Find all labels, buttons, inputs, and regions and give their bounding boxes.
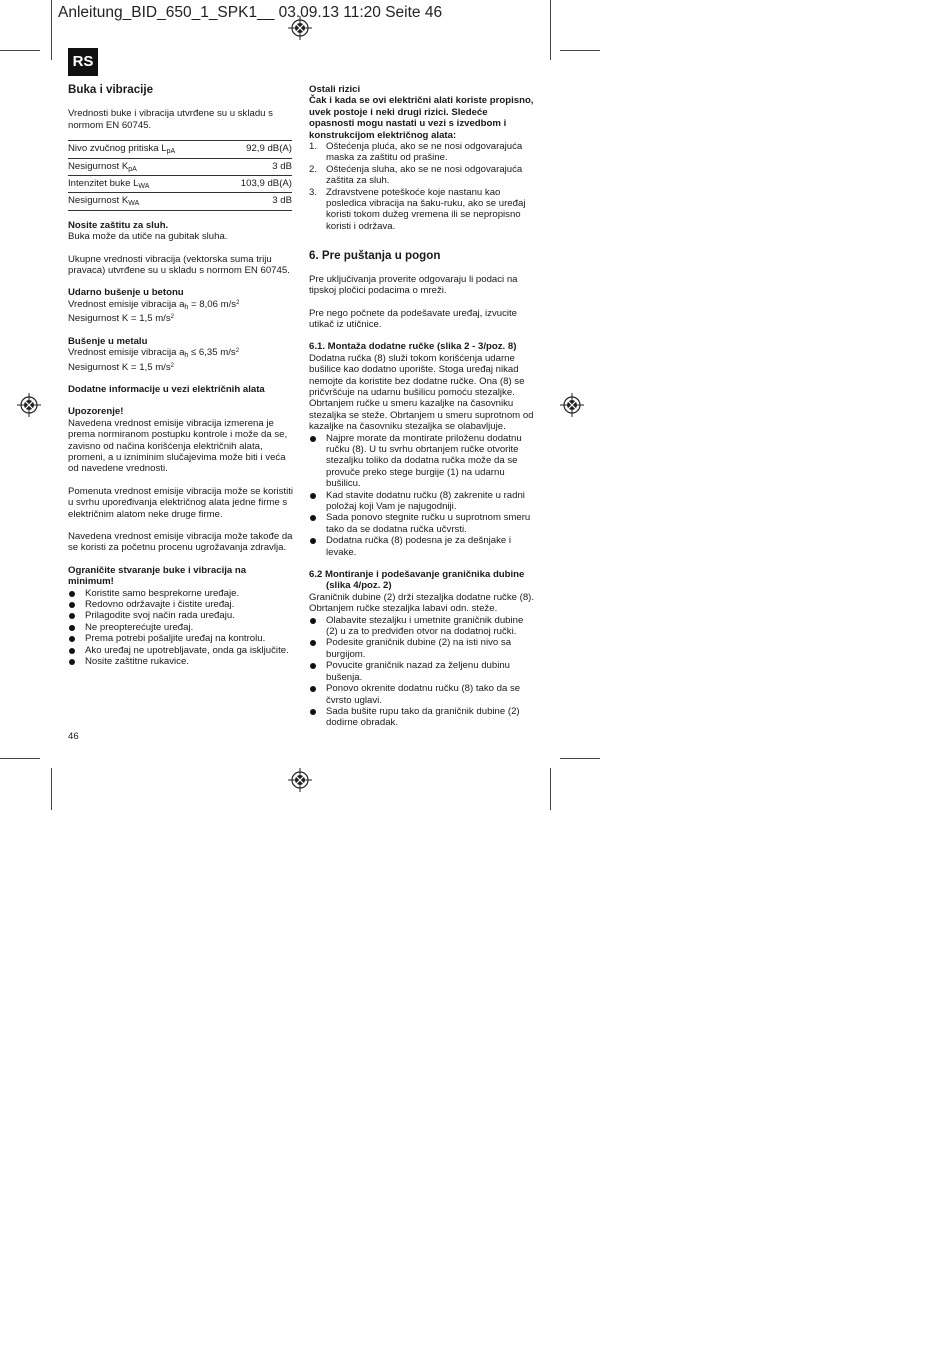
section-6-2-list xyxy=(309,615,535,729)
page-number: 46 xyxy=(68,731,79,742)
crop-mark xyxy=(560,50,600,51)
extra-info-heading: Dodatne informacije u vezi električnih alata xyxy=(68,383,265,395)
list-item: Prilagodite svoj način rada uređaju. xyxy=(68,610,294,621)
table-row xyxy=(68,193,292,210)
list-item: Redovno održavajte i čistite uređaj. xyxy=(68,599,294,610)
list-item: 2. Oštećenja sluha, ako se ne nosi odgovarajuća zaštita za sluh. xyxy=(309,163,523,187)
concrete-heading: Udarno bušenje u betonu xyxy=(68,287,184,299)
table-label: Intenzitet buke $L_{WA}$ xyxy=(68,176,220,193)
noise-table xyxy=(68,140,292,211)
crop-mark xyxy=(560,758,600,759)
hearing-warning-heading: Nosite zaštitu za sluh. xyxy=(68,219,169,231)
concrete-uncertainty: Nesigurnost K = 1,5 $m/s^2$ xyxy=(68,313,174,325)
power-check-text: Pre uključivanja proverite odgovaraju li podaci na tipskoj pločici podacima o mreži. xyxy=(309,273,518,297)
section-6-2-heading: 6.2 Montiranje i podešavanje graničnika dubine xyxy=(309,569,525,581)
right-column xyxy=(309,84,535,729)
section-title: Buka i vibracije xyxy=(68,83,154,96)
list-item: Nosite zaštitne rukavice. xyxy=(68,656,294,667)
crop-mark xyxy=(550,0,551,60)
metal-heading: Bušenje u metalu xyxy=(68,335,148,347)
crop-mark xyxy=(0,50,40,51)
language-badge: RS xyxy=(68,48,98,76)
table-label: Nesigurnost $K_{pA}$ xyxy=(68,158,220,175)
hearing-warning-text: Buka može da utiče na gubitak sluha. xyxy=(68,231,228,243)
table-row xyxy=(68,141,292,158)
crop-mark xyxy=(51,0,52,60)
section-6-1-text: Dodatna ručka (8) služi tokom korišćenja udarne bušilice kao dodatno uporište. Stoga uređaj nikad nemojte da koristite bez dodatne ručke. Ona (8) se pričvršćuje na udarnu bušilicu pomoću stezaljke. Obrtanjem ručke u smeru kazaljke na časovniku stezaljka se steže. Obrtanjem u smeru suprotnom od kazaljke na časovniku stezaljka se olabavljuje. xyxy=(309,352,534,433)
crop-mark xyxy=(0,758,40,759)
total-vibration-text: Ukupne vrednosti vibracija (vektorska suma triju pravaca) utvrđene su u skladu s normom EN 60745. xyxy=(68,253,290,277)
crop-mark xyxy=(51,768,52,810)
table-label: Nesigurnost $K_{WA}$ xyxy=(68,193,220,210)
print-header: Anleitung_BID_650_1_SPK1__ 03.09.13 11:20 Seite 46 xyxy=(58,4,443,21)
registration-mark-icon xyxy=(560,393,584,417)
metal-uncertainty: Nesigurnost K = 1,5 $m/s^2$ xyxy=(68,361,174,373)
risks-intro: Čak i kada se ovi električni alati koriste propisno, uvek postoje i neki drugi rizici. Sledeće opasnosti mogu nastati u vezi s izvedbom i konstrukcijom električnog alata: xyxy=(309,95,534,141)
list-item: Ne preopterećujte uređaj. xyxy=(68,622,294,633)
table-value: 103,9 dB(A) xyxy=(220,176,292,193)
section-6-2-heading-cont: (slika 4/poz. 2) xyxy=(326,580,392,592)
list-item: Najpre morate da montirate priloženu dodatnu ručku (8). U tu svrhu obrtanjem ručke otvorite stezaljku toliko da dodatna ručka može da se provuče preko stege burgije (1) na udarnu bušilicu. xyxy=(309,433,535,490)
unplug-text: Pre nego počnete da podešavate uređaj, izvucite utikač iz utičnice. xyxy=(309,307,518,330)
risks-list xyxy=(309,141,535,232)
list-item: Olabavite stezaljku i umetnite graničnik dubine (2) u za to predviđen otvor na dodatnoj ručki. xyxy=(309,615,535,638)
list-item: Sada ponovo stegnite ručku u suprotnom smeru tako da se dodatna ručka učvrsti. xyxy=(309,512,535,535)
comparison-text: Pomenuta vrednost emisije vibracija može se koristiti u svrhu upoređivanja električnog alata jedne firme s električnim alatom neke druge firme. xyxy=(68,485,294,520)
list-item: Ponovo okrenite dodatnu ručku (8) tako da se čvrsto uglavi. xyxy=(309,683,535,706)
list-item: 3. Zdravstvene poteškoće koje nastanu kao posledica vibracija na šaku-ruku, ako se uređaj koristi tokom dužeg vremena ili se nepropisno koristi i održava. xyxy=(309,186,526,232)
section-6-title: 6. Pre puštanja u pogon xyxy=(309,249,441,263)
health-text: Navedena vrednost emisije vibracija može takođe da se koristi za početnu procenu ugrožavanja zdravlja. xyxy=(68,530,293,554)
section-6-2-text: Graničnik dubine (2) drži stezaljka dodatne ručke (8). Obrtanjem ručke stezaljka labavi odn. steže. xyxy=(309,591,535,615)
table-label: Nivo zvučnog pritiska $L_{pA}$ xyxy=(68,141,220,158)
list-item: Kad stavite dodatnu ručku (8) zakrenite u radni položaj koji Vam je najugodniji. xyxy=(309,490,535,513)
crop-mark xyxy=(550,768,551,810)
table-value: 3 dB xyxy=(220,193,292,210)
list-item: Podesite graničnik dubine (2) na isti nivo sa burgijom. xyxy=(309,637,535,660)
section-6-1-heading: 6.1. Montaža dodatne ručke (slika 2 - 3/poz. 8) xyxy=(309,341,517,353)
warning-heading: Upozorenje! xyxy=(68,406,124,418)
table-value: 92,9 dB(A) xyxy=(220,141,292,158)
left-column xyxy=(68,84,294,667)
registration-mark-icon xyxy=(288,16,312,40)
list-item: Dodatna ručka (8) podesna je za dešnjake i levake. xyxy=(309,535,535,558)
list-item: Ako uređaj ne upotrebljavate, onda ga isključite. xyxy=(68,645,294,656)
table-row xyxy=(68,158,292,175)
table-value: 3 dB xyxy=(220,158,292,175)
list-item: Koristite samo besprekorne uređaje. xyxy=(68,588,294,599)
intro-text: Vrednosti buke i vibracija utvrđene su u skladu s normom EN 60745. xyxy=(68,108,273,131)
metal-emission: Vrednost emisije vibracija $a_h \le 6,35$ $m/s^2$ xyxy=(68,347,240,360)
list-item: Prema potrebi pošaljite uređaj na kontrolu. xyxy=(68,633,294,644)
limit-heading: Ograničite stvaranje buke i vibracija na minimum! xyxy=(68,564,247,588)
table-row xyxy=(68,176,292,193)
list-item: Sada bušite rupu tako da graničnik dubine (2) dodirne obradak. xyxy=(309,706,535,729)
warning-text: Navedena vrednost emisije vibracija izmerena je prema normiranom postupku kontrole i može da se, zavisno od načina korišćenja električnih alata, promeni, a u izniminim slučajevima može biti i veća od navedene vrednosti. xyxy=(68,417,288,475)
list-item: Povucite graničnik nazad za željenu dubinu bušenja. xyxy=(309,660,535,683)
registration-mark-icon xyxy=(17,393,41,417)
section-6-1-list xyxy=(309,433,535,558)
concrete-emission: Vrednost emisije vibracija $a_h = 8,06$ $m/s^2$ xyxy=(68,298,240,311)
limit-list xyxy=(68,588,294,668)
registration-mark-icon xyxy=(288,768,312,792)
risks-heading: Ostali rizici xyxy=(309,84,361,95)
list-item: 1. Oštećenja pluća, ako se ne nosi odgovarajuća maska za zaštitu od prašine. xyxy=(309,141,523,164)
